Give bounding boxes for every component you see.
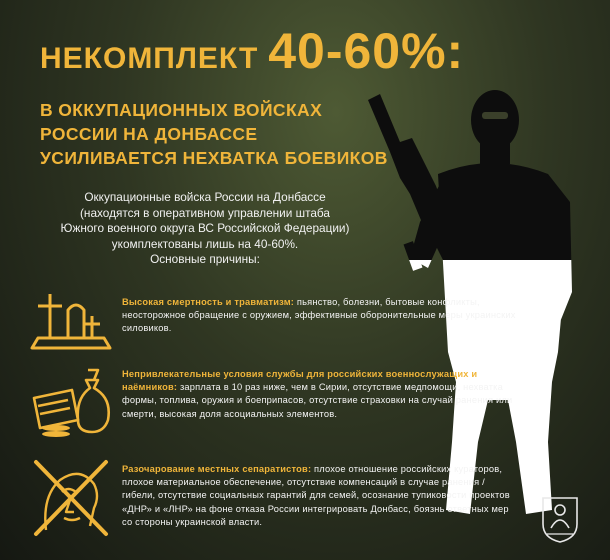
subtitle <box>40 98 388 170</box>
reason-text <box>122 463 517 529</box>
crossed-out-portrait-icon <box>30 456 112 540</box>
reason-body: зарплата в 10 раз ниже, чем в Сирии, отсутствие медпомощи, нехватка формы, топлива, оружия и боеприпасов, отсутствие страховки на случай ранения или смерти, высокая доля асоциальных элементов. <box>122 382 513 419</box>
subtitle-line: РОССИИ НА ДОНБАССЕ <box>40 124 258 144</box>
reason-text <box>122 296 517 336</box>
title-percent: 40-60%: <box>268 23 465 79</box>
reason-body: пьянство, болезни, бытовые конфликты, неосторожное обращение с оружием, эффективные оборонительные меры украинских силовиков. <box>122 297 516 334</box>
graves-icon <box>28 286 114 352</box>
title-word: НЕКОМПЛЕКТ <box>40 42 259 75</box>
reason-text <box>122 368 517 421</box>
reason-heading: Разочарование местных сепаратистов: <box>122 464 312 474</box>
reason-heading: Высокая смертность и травматизм: <box>122 297 295 307</box>
reason-heading: Непривлекательные условия службы для российских военнослужащих и наёмников: <box>122 369 478 393</box>
reason-conditions <box>122 368 517 421</box>
emblem-icon <box>537 494 583 544</box>
intro-line: Основные причины: <box>150 252 260 267</box>
reason-body: плохое отношение российских кураторов, плохое материальное обеспечение, отсутствие компенсаций в случае ранения / гибели, отсутствие социальных гарантий для семей, осознание тупиковости проектов «ДНР» и «ЛНР» на фоне отказа России интегрировать Донбасс, боязнь ответных мер со стороны украинской власти. <box>122 464 510 527</box>
intro-line: Южного военного округа ВС Российской Федерации) <box>60 221 350 236</box>
reason-mortality <box>122 296 517 336</box>
reason-disillusionment <box>122 463 517 529</box>
intro-line: Оккупационные войска России на Донбассе <box>84 190 326 204</box>
subtitle-line: УСИЛИВАЕТСЯ НЕХВАТКА БОЕВИКОВ <box>40 148 388 168</box>
money-icon <box>28 362 114 440</box>
intro-line: укомплектованы лишь на 40-60%. <box>111 236 299 251</box>
intro-line: (находятся в оперативном управлении штаба <box>80 205 330 220</box>
subtitle-line: В ОККУПАЦИОННЫХ ВОЙСКАХ <box>40 100 323 120</box>
page-title <box>40 22 464 80</box>
intro-text <box>40 190 370 268</box>
